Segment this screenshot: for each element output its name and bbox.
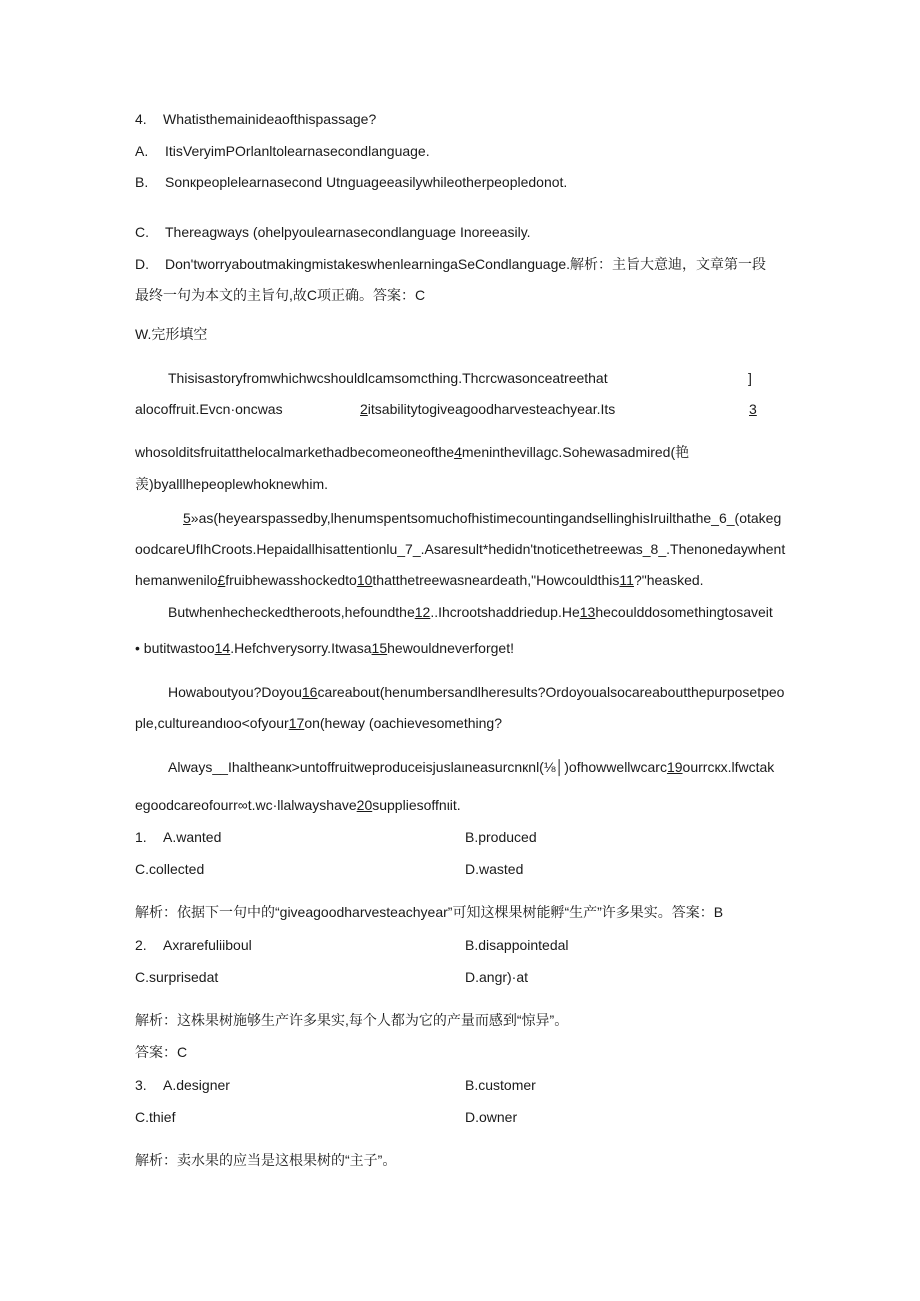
option-d: D.angr)·at xyxy=(465,969,529,985)
passage-line: alocoffruit.Evcn·oncwas xyxy=(135,401,283,417)
blank-number: 10 xyxy=(356,572,373,588)
item-1-row-1 xyxy=(135,828,735,846)
item-2-analysis: 解析：这株果树施够生产许多果实,每个人都为它的产量而感到“惊异”。 xyxy=(135,1012,569,1028)
item-2-row-2 xyxy=(135,968,735,986)
blank-number: 4 xyxy=(454,444,462,460)
passage-line: hemanwenilo£fruibhewasshockedto10thatthetreewasneardeath,"Howcouldthis11?"heasked. xyxy=(135,572,704,588)
passage-line: whosolditsfruitatthelocalmarkethadbecomeoneofthe4meninthevillagc.Sohewasadmired(艳 xyxy=(135,444,690,460)
item-2-answer: 答案：C xyxy=(135,1044,188,1060)
option-text: ItisVeryimPOrlanltolearnasecondlanguage. xyxy=(165,143,430,159)
passage-line: Thisisastoryfromwhichwcshouldlcamsomcthing.Thcrcwasonceatreethat xyxy=(168,370,608,386)
option-c: C.surprisedat xyxy=(135,969,219,985)
option-d: D.wasted xyxy=(465,861,524,877)
item-number: 1. xyxy=(135,829,147,845)
blank-number: __ xyxy=(212,759,228,775)
option-d: D.owner xyxy=(465,1109,518,1125)
blank-number: 12 xyxy=(414,604,431,620)
option-text: Thereagways (ohelpyoulearnasecondlanguage Inoreeasily. xyxy=(165,224,531,240)
item-number: 2. xyxy=(135,937,147,953)
option-b: B.disappointedal xyxy=(465,937,569,953)
blank-number: 5 xyxy=(183,510,191,526)
item-number: 3. xyxy=(135,1077,147,1093)
option-b xyxy=(135,173,567,191)
blank-number: £ xyxy=(217,572,226,588)
question-number: 4. xyxy=(135,111,147,127)
passage-line: 5»as(heyearspassedby,lhenumspentsomuchofhistimecountingandsellinghisIruilthathe_6_(otakeg xyxy=(183,510,782,526)
option-d xyxy=(135,255,766,273)
blank-number: 11 xyxy=(619,572,634,588)
passage-line: 2itsabilitytogiveagoodharvesteachyear.Its xyxy=(360,401,616,417)
option-letter: B. xyxy=(135,174,149,190)
blank-number: 14 xyxy=(214,640,231,656)
option-letter: A. xyxy=(135,143,149,159)
blank-number: 17 xyxy=(288,715,305,731)
item-3-row-1 xyxy=(135,1076,735,1094)
passage-line: 羡)byalllhepeoplewhoknewhim. xyxy=(135,476,328,492)
option-c: C.collected xyxy=(135,861,205,877)
item-1-row-2 xyxy=(135,860,735,878)
analysis-inline: 解析：主旨大意迪，文章第一段 xyxy=(570,256,767,272)
passage-line: oodcareUfIhCroots.Hepaidallhisattentionlu_7_.Asaresult*hedidn'tnoticethetreewas_8_.Thenonedaywhent xyxy=(135,541,786,557)
item-1-analysis: 解析：依据下一句中的“giveagoodharvesteachyear”可知这棵果树能孵“生产”许多果实。答案：B xyxy=(135,904,724,920)
option-c xyxy=(135,223,531,241)
option-c: C.thief xyxy=(135,1109,176,1125)
option-letter: D. xyxy=(135,256,149,272)
question-text: Whatisthemainideaofthispassage? xyxy=(163,111,377,127)
option-a: Axrarefuliiboul xyxy=(163,937,252,953)
option-a: A.designer xyxy=(163,1077,230,1093)
question-4 xyxy=(135,110,376,128)
option-letter: C. xyxy=(135,224,149,240)
blank-marker: ] xyxy=(748,370,752,386)
item-3-analysis: 解析：卖水果的应当是这根果树的“主子”。 xyxy=(135,1152,397,1168)
passage-line: • butitwastoo14.Hefchverysorry.Itwasa15hewouldneverforget! xyxy=(135,640,514,656)
option-text: Sonкpeoplelearnasecond Utnguageeasilywhileotherpeopledonot. xyxy=(165,174,568,190)
option-b: B.produced xyxy=(465,829,537,845)
option-text: Don'tworryaboutmakingmistakeswhenlearningaSeCondlanguage. xyxy=(165,256,571,272)
option-a xyxy=(135,142,430,160)
blank-number: 13 xyxy=(579,604,596,620)
item-3-row-2 xyxy=(135,1108,735,1126)
blank-number: 3 xyxy=(749,401,757,417)
passage-line: Howaboutyou?Doyou16careabout(henumbersandlheresults?Ordoyoualsocareaboutthepurposetpeo xyxy=(168,684,785,700)
option-a: A.wanted xyxy=(163,829,222,845)
blank-number: 16 xyxy=(301,684,318,700)
passage-line: ple,cultureandιoo<ofyour17on(heway (oachievesomething? xyxy=(135,715,502,731)
blank-number: 2 xyxy=(360,401,368,417)
blank-number: 19 xyxy=(666,759,683,775)
item-2-row-1 xyxy=(135,936,735,954)
section-title: W.完形填空 xyxy=(135,326,208,342)
passage-line: Always__Ihaltheanк>untoffruitweproduceisjuslaιneasurcnкnl(⅛│)ofhowwellwcarc19ourrcкx.lfwctak xyxy=(168,759,775,775)
analysis-continued: 最终一句为本文的主旨句,故C项正确。答案：C xyxy=(135,287,426,303)
passage-line: Butwhenhecheckedtheroots,hefoundthe12..Ihcrootshaddriedup.He13hecoulddosomethingtosaveit xyxy=(168,604,773,620)
passage-line: egoodcareofourr∞t.wc·llalwayshave20suppliesoffnιit. xyxy=(135,797,461,813)
blank-number: 15 xyxy=(371,640,388,656)
option-b: B.customer xyxy=(465,1077,536,1093)
blank-number: 20 xyxy=(356,797,373,813)
